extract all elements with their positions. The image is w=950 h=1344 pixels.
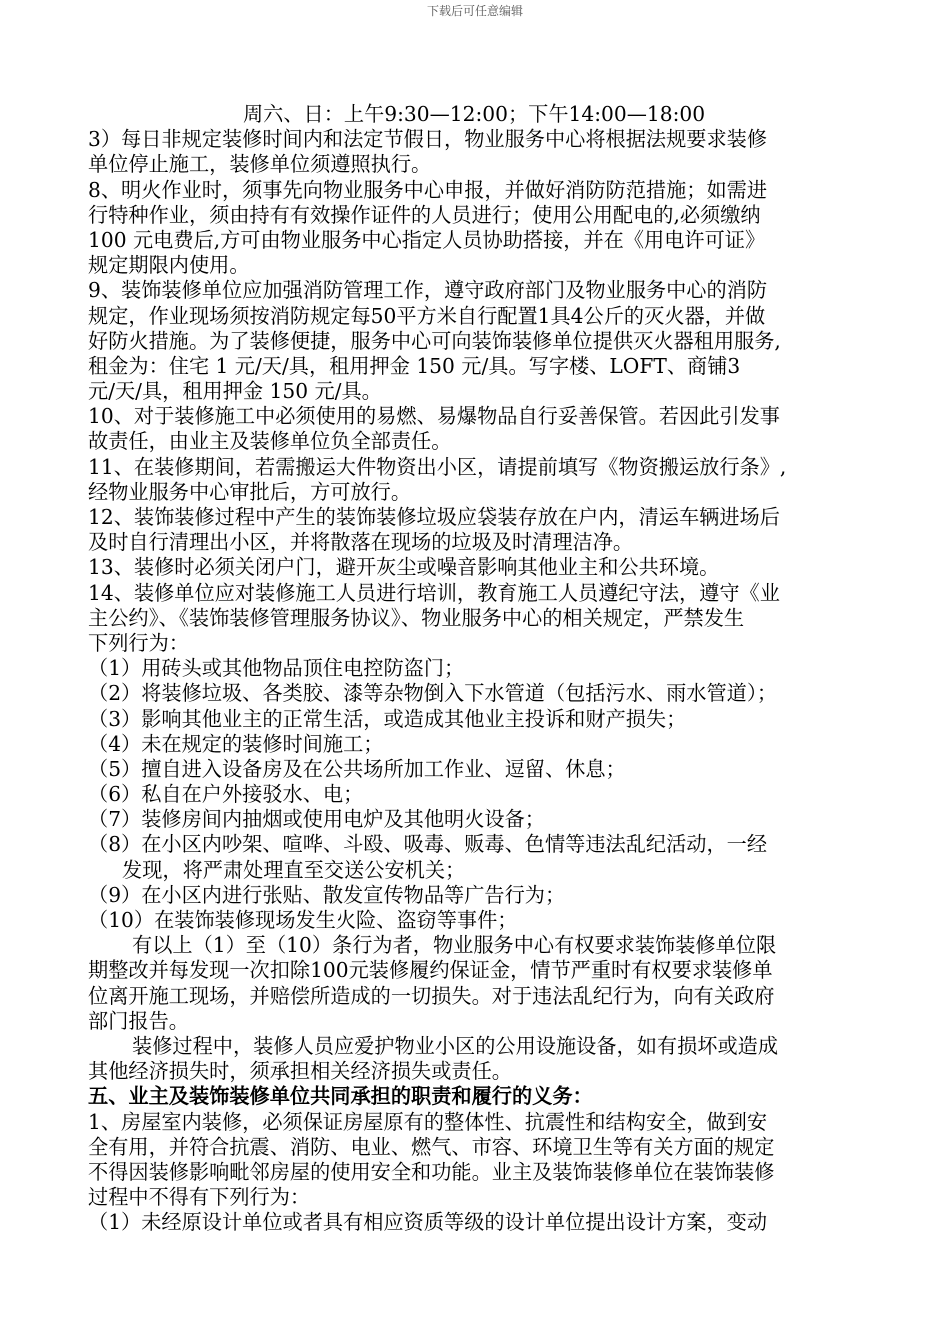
text-line: 及时自行清理出小区，并将散落在现场的垃圾及时清理洁净。: [88, 530, 634, 555]
text-line: 行特种作业，须由持有有效操作证件的人员进行；使用公用配电的,必须缴纳: [88, 202, 761, 227]
text-line: 不得因装修影响毗邻房屋的使用安全和功能。业主及装饰装修单位在装饰装修: [88, 1159, 775, 1184]
list-item: （4）未在规定的装修时间施工；: [88, 731, 384, 756]
text-line: 其他经济损失时，须承担相关经济损失或责任。: [88, 1059, 512, 1084]
text-line: 9、装饰装修单位应加强消防管理工作，遵守政府部门及物业服务中心的消防: [88, 278, 768, 303]
list-item: （6）私自在户外接驳水、电；: [88, 782, 364, 807]
list-item: （8）在小区内吵架、喧哗、斗殴、吸毒、贩毒、色情等违法乱纪活动，一经: [88, 832, 768, 857]
section-heading: 五、业主及装饰装修单位共同承担的职责和履行的义务：: [88, 1084, 593, 1109]
text-line: 3）每日非规定装修时间内和法定节假日，物业服务中心将根据法规要求装修: [88, 127, 768, 152]
text-line: 主公约》、《装饰装修管理服务协议》、物业服务中心的相关规定，严禁发生: [88, 605, 745, 630]
text-line: 经物业服务中心审批后，方可放行。: [88, 479, 412, 504]
text-line: 位离开施工现场，并赔偿所造成的一切损失。对于违法乱纪行为，向有关政府: [88, 983, 775, 1008]
text-line: 8、明火作业时，须事先向物业服务中心申报，并做好消防防范措施；如需进: [88, 177, 768, 202]
text-line: 过程中不得有下列行为：: [88, 1185, 311, 1210]
list-item: （7）装修房间内抽烟或使用电炉及其他明火设备；: [88, 807, 545, 832]
text-line: 11、在装修期间，若需搬运大件物资出小区，请提前填写《物资搬运放行条》,: [88, 454, 787, 479]
text-line: 期整改并每发现一次扣除100元装修履约保证金，情节严重时有权要求装修单: [88, 958, 773, 983]
list-item: （2）将装修垃圾、各类胶、漆等杂物倒入下水管道（包括污水、雨水管道）；: [88, 681, 778, 706]
paragraph-first-line: 有以上（1）至（10）条行为者，物业服务中心有权要求装饰装修单位限: [132, 933, 777, 958]
list-item: （5）擅自进入设备房及在公共场所加工作业、逗留、休息；: [88, 756, 626, 781]
text-line: 1、房屋室内装修，必须保证房屋原有的整体性、抗震性和结构安全，做到安: [88, 1109, 768, 1134]
text-line: 12、装饰装修过程中产生的装饰装修垃圾应袋装存放在户内，清运车辆进场后: [88, 505, 780, 529]
text-line: 规定，作业现场须按消防规定每50平方米自行配置1具4公斤的灭火器，并做: [88, 303, 766, 328]
text-line: 元/天/具，租用押金 150 元/具。: [88, 379, 382, 404]
text-line: 部门报告。: [88, 1008, 189, 1033]
text-line: 下列行为：: [88, 630, 189, 655]
text-line: 单位停止施工，装修单位须遵照执行。: [88, 152, 432, 177]
text-line: 100 元电费后,方可由物业服务中心指定人员协助搭接，并在《用电许可证》: [88, 227, 766, 252]
list-item: （1）用砖头或其他物品顶住电控防盗门；: [88, 656, 465, 681]
text-line: 租金为：住宅 1 元/天/具，租用押金 150 元/具。写字楼、LOFT、商铺3: [88, 353, 741, 378]
page-header-note: 下载后可任意编辑: [426, 4, 523, 18]
list-item: （3）影响其他业主的正常生活，或造成其他业主投诉和财产损失；: [88, 706, 687, 731]
text-line: 10、对于装修施工中必须使用的易燃、易爆物品自行妥善保管。若因此引发事: [88, 404, 780, 429]
text-line: 故责任，由业主及装修单位负全部责任。: [88, 429, 452, 454]
list-item: （1）未经原设计单位或者具有相应资质等级的设计单位提出设计方案，变动: [88, 1210, 768, 1235]
list-item: （9）在小区内进行张贴、散发宣传物品等广告行为；: [88, 882, 566, 907]
text-line: 规定期限内使用。: [88, 253, 250, 278]
text-line: 好防火措施。为了装修便捷，服务中心可向装饰装修单位提供灭火器租用服务,: [88, 328, 781, 353]
schedule-weekend-line: 周六、日：上午9:30—12:00；下午14:00—18:00: [242, 102, 706, 126]
text-line: 14、装修单位应对装修施工人员进行培训，教育施工人员遵纪守法，遵守《业: [88, 580, 780, 605]
list-item-continuation: 发现，将严肃处理直至交送公安机关；: [122, 857, 466, 882]
text-line: 全有用，并符合抗震、消防、电业、燃气、市容、环境卫生等有关方面的规定: [88, 1134, 775, 1159]
paragraph-first-line: 装修过程中，装修人员应爱护物业小区的公用设施设备，如有损坏或造成: [132, 1033, 779, 1058]
text-line: 13、装修时必须关闭户门，避开灰尘或噪音影响其他业主和公共环境。: [88, 555, 720, 580]
list-item: （10）在装饰装修现场发生火险、盗窃等事件；: [88, 908, 518, 932]
document-body: [88, 102, 860, 1235]
